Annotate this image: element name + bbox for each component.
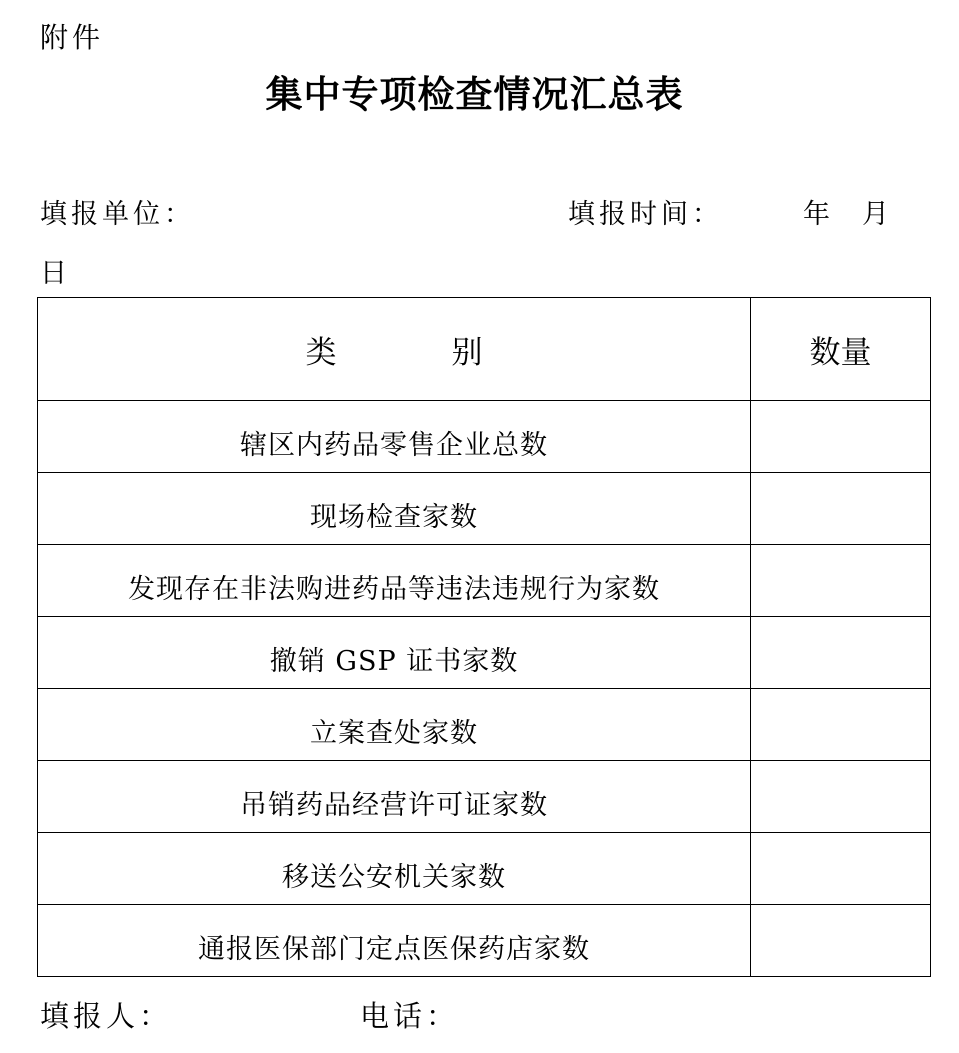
table-row (38, 833, 931, 905)
row-category: 立案查处家数 (38, 689, 751, 761)
table-row (38, 617, 931, 689)
row-category: 辖区内药品零售企业总数 (38, 401, 751, 473)
table-row (38, 401, 931, 473)
row-quantity-cell[interactable] (751, 905, 931, 977)
table-header-row (38, 298, 931, 401)
row-category: 发现存在非法购进药品等违法违规行为家数 (38, 545, 751, 617)
row-quantity-cell[interactable] (751, 833, 931, 905)
row-category: 现场检查家数 (38, 473, 751, 545)
header-category-char-2: 别 (451, 334, 483, 371)
row-quantity-cell[interactable] (751, 401, 931, 473)
row-quantity-cell[interactable] (751, 689, 931, 761)
row-quantity-cell[interactable] (751, 617, 931, 689)
row-category: 移送公安机关家数 (38, 833, 751, 905)
page-title: 集中专项检查情况汇总表 (265, 73, 684, 116)
row-quantity-cell[interactable] (751, 761, 931, 833)
table-row (38, 473, 931, 545)
summary-table (37, 297, 931, 977)
header-category-char-1: 类 (305, 334, 337, 371)
table-row (38, 689, 931, 761)
header-quantity: 数量 (751, 298, 931, 401)
phone-label: 电话： (360, 999, 460, 1033)
header-category (38, 298, 751, 401)
month-label: 月 (862, 199, 893, 230)
day-label: 日 (40, 258, 71, 289)
filler-label: 填报人： (40, 999, 173, 1033)
attachment-label: 附件 (40, 21, 105, 54)
table-row (38, 905, 931, 977)
row-category: 吊销药品经营许可证家数 (38, 761, 751, 833)
table-row (38, 545, 931, 617)
row-category: 撤销 GSP 证书家数 (38, 617, 751, 689)
reporting-time-label: 填报时间： (568, 199, 723, 230)
row-category: 通报医保部门定点医保药店家数 (38, 905, 751, 977)
year-label: 年 (803, 199, 834, 230)
row-quantity-cell[interactable] (751, 473, 931, 545)
table-row (38, 761, 931, 833)
reporting-unit-label: 填报单位： (40, 199, 195, 230)
row-quantity-cell[interactable] (751, 545, 931, 617)
